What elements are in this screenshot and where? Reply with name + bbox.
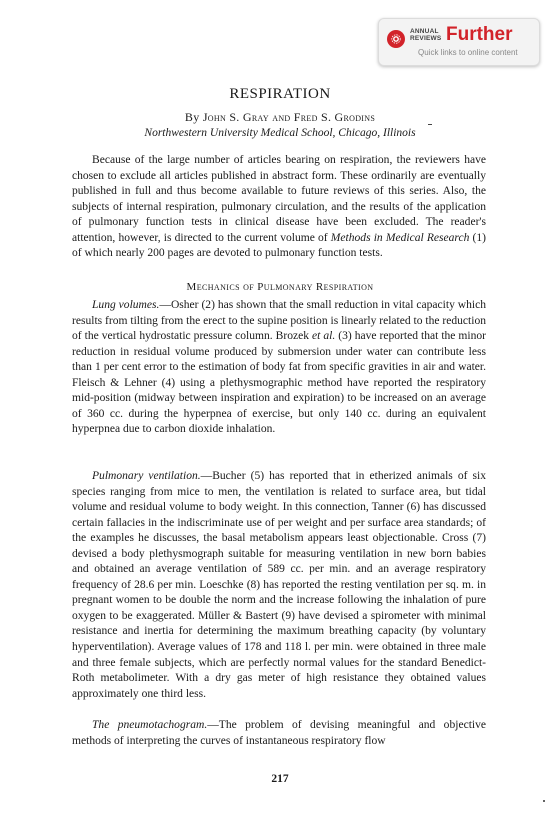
ventilation-heading: Pulmonary ventilation. <box>92 470 201 482</box>
ventilation-paragraph <box>72 469 486 702</box>
byline-by: By <box>184 110 200 124</box>
intro-text: Because of the large number of articles bearing on respiration, the reviewers have chosen to exclude all articles published in abstract form. These ordinarily are eventually published in full and thus become available to future reviews of this series. Also, the subjects of internal respiration, pulmonary circulation, and the results of the application of pulmonary function tests in clinical disease have been excluded. The reader's attention, however, is directed to the current volume of <box>72 154 486 244</box>
lung-text: —Osher (2) has shown that the small reduction in vital capacity which results from tilting from the erect to the supine position is linearly related to the reduction of the vertical hydrostatic pressure column. Brozek <box>72 299 486 343</box>
scan-speck <box>543 800 545 802</box>
author-2: Fred S. Grodins <box>293 110 376 124</box>
annual-reviews-wordmark: ANNUAL REVIEWS <box>410 28 442 42</box>
further-badge[interactable] <box>378 18 540 66</box>
journal-name: Methods in Medical Research <box>330 231 470 244</box>
pneumotachogram-paragraph <box>72 718 486 749</box>
section-heading: Mechanics of Pulmonary Respiration <box>186 281 374 293</box>
ventilation-text: —Bucher (5) has reported that in etherized animals of six species ranging from mice to men, the ventilation is related to surface area, but tidal volume and residual volume to body weight. In this connection, Tanner (6) has discussed certain fallacies in the indiscriminate use of per weight and per surface area standards; of the examples he discusses, the basal metabolism appears least objectionable. Cross (7) devised a body plethysmograph suitable for measuring ventilation in new born babies and obtained an average ventilation of 589 cc. per min. and an average respiratory frequency of 28.6 per min. Loeschke (8) has reported the resting ventilation per sq. m. in pregnant women to be double the norm and the increase following the inhalation of pure oxygen to be exaggerated. Müller & Bastert (9) have devised a spirometer with minimal resistance and inertia for determining the maximum breathing capacity (by voluntary hyperventilation). Average values of 178 and 118 l. per min. were obtained in three male and three female subjects, which are perfectly normal values for the standard Benedict-Roth metabolimeter. With a dry gas meter of high resistance they obtained values approximately one third less. <box>72 470 486 700</box>
author-1: John S. Gray <box>202 110 269 124</box>
article-title: RESPIRATION <box>229 86 331 102</box>
lung-volumes-heading: Lung volumes. <box>92 299 160 311</box>
pneumotachogram-text: —The problem of devising meaningful and objective methods of interpreting the curves of instantaneous respiratory flow <box>72 719 487 747</box>
affiliation: Northwestern University Medical School, Chicago, Illinois <box>144 127 416 139</box>
intro-paragraph <box>72 153 486 262</box>
lung-text-end: (3) have reported that the minor reduction in residual volume produced by submersion under water can contribute less than 1 per cent error to the estimation of body fat from specific gravities in air and water. Fleisch & Lehner (4) using a plethysmographic method have reported the respiratory mid-position (midway between inspiration and expiration) to be increased on an average of 360 cc. during the hyperpnea of exercise, but only 140 cc. during an equivalent hyperpnea due to carbon dioxide inhalation. <box>72 330 487 436</box>
et-al: et al. <box>312 330 336 343</box>
further-subtitle: Quick links to online content <box>418 48 518 57</box>
print-mark <box>428 124 432 125</box>
page-number: 217 <box>271 773 289 785</box>
annual-reviews-logo-icon <box>387 30 405 48</box>
further-label: Further <box>446 24 513 45</box>
byline-and: and <box>272 110 291 124</box>
pneumotachogram-heading: The pneumotachogram. <box>92 719 208 731</box>
intro-text-end: (1) of which nearly 200 pages are devoted to pulmonary function tests. <box>72 231 486 260</box>
lung-volumes-paragraph <box>72 298 486 438</box>
author-byline <box>0 110 560 125</box>
